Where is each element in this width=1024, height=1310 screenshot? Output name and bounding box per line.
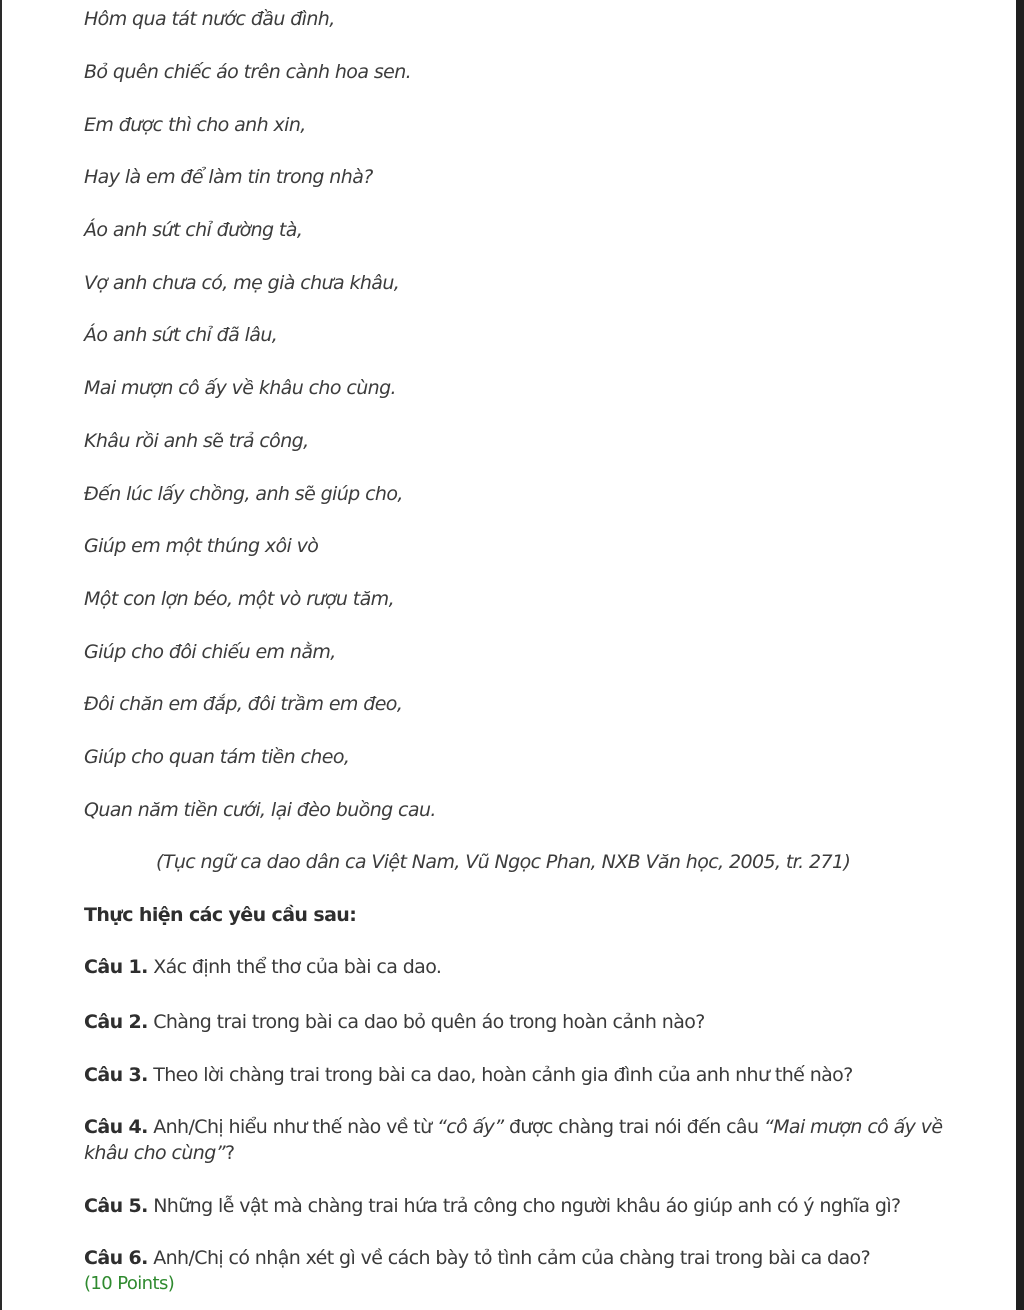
- task-heading: Thực hiện các yêu cầu sau:: [84, 904, 357, 926]
- poem-line-4: Hay là em để làm tin trong nhà?: [84, 166, 373, 188]
- question-label: Câu 2.: [84, 1011, 148, 1033]
- quoted-term: “cô ấy”: [437, 1116, 504, 1138]
- question-text-a: Anh/Chị hiểu như thế nào về từ: [147, 1116, 438, 1138]
- poem-line-11: Giúp em một thúng xôi vò: [84, 535, 319, 557]
- poem-line-3: Em được thì cho anh xin,: [84, 114, 306, 136]
- poem-line-10: Đến lúc lấy chồng, anh sẽ giúp cho,: [84, 483, 403, 505]
- citation: (Tục ngữ ca dao dân ca Việt Nam, Vũ Ngọc Phan, NXB Văn học, 2005, tr. 271): [156, 851, 851, 873]
- poem-line-13: Giúp cho đôi chiếu em nằm,: [84, 641, 336, 663]
- question-6: [84, 1245, 954, 1271]
- quoted-verse: “Mai mượn cô ấy về khâu cho cùng”: [84, 1116, 943, 1164]
- question-label: Câu 5.: [84, 1195, 148, 1217]
- points-badge: (10 Points): [84, 1273, 175, 1294]
- right-border: [1016, 0, 1024, 1310]
- poem-line-6: Vợ anh chưa có, mẹ già chưa khâu,: [84, 272, 400, 294]
- poem-line-8: Mai mượn cô ấy về khâu cho cùng.: [84, 377, 396, 399]
- question-text: Anh/Chị có nhận xét gì về cách bày tỏ tình cảm của chàng trai trong bài ca dao?: [147, 1247, 871, 1269]
- question-5: [84, 1193, 954, 1219]
- poem-line-7: Áo anh sứt chỉ đã lâu,: [84, 324, 278, 346]
- question-label: Câu 6.: [84, 1247, 148, 1269]
- poem-line-16: Quan năm tiền cưới, lại đèo buồng cau.: [84, 799, 436, 821]
- poem-line-1: Hôm qua tát nước đầu đình,: [84, 8, 335, 30]
- question-text: Xác định thể thơ của bài ca dao.: [147, 956, 442, 978]
- poem-line-5: Áo anh sứt chỉ đường tà,: [84, 219, 303, 241]
- poem-line-2: Bỏ quên chiếc áo trên cành hoa sen.: [84, 61, 412, 83]
- poem-line-12: Một con lợn béo, một vò rượu tăm,: [84, 588, 395, 610]
- question-label: Câu 4.: [84, 1116, 148, 1138]
- question-3: [84, 1062, 954, 1088]
- question-text-c: được chàng trai nói đến câu: [503, 1116, 764, 1138]
- question-text: Chàng trai trong bài ca dao bỏ quên áo trong hoàn cảnh nào?: [147, 1011, 705, 1033]
- question-2: [84, 1009, 954, 1035]
- question-label: Câu 1.: [84, 956, 148, 978]
- poem-line-9: Khâu rồi anh sẽ trả công,: [84, 430, 309, 452]
- question-4: [84, 1114, 954, 1166]
- poem-line-14: Đôi chăn em đắp, đôi trầm em đeo,: [84, 693, 403, 715]
- question-text: Theo lời chàng trai trong bài ca dao, hoàn cảnh gia đình của anh như thế nào?: [147, 1064, 853, 1086]
- poem-line-15: Giúp cho quan tám tiền cheo,: [84, 746, 350, 768]
- question-1: [84, 954, 954, 980]
- left-border: [0, 0, 2, 1310]
- question-text-e: ?: [224, 1142, 235, 1164]
- question-label: Câu 3.: [84, 1064, 148, 1086]
- question-text: Những lễ vật mà chàng trai hứa trả công cho người khâu áo giúp anh có ý nghĩa gì?: [147, 1195, 901, 1217]
